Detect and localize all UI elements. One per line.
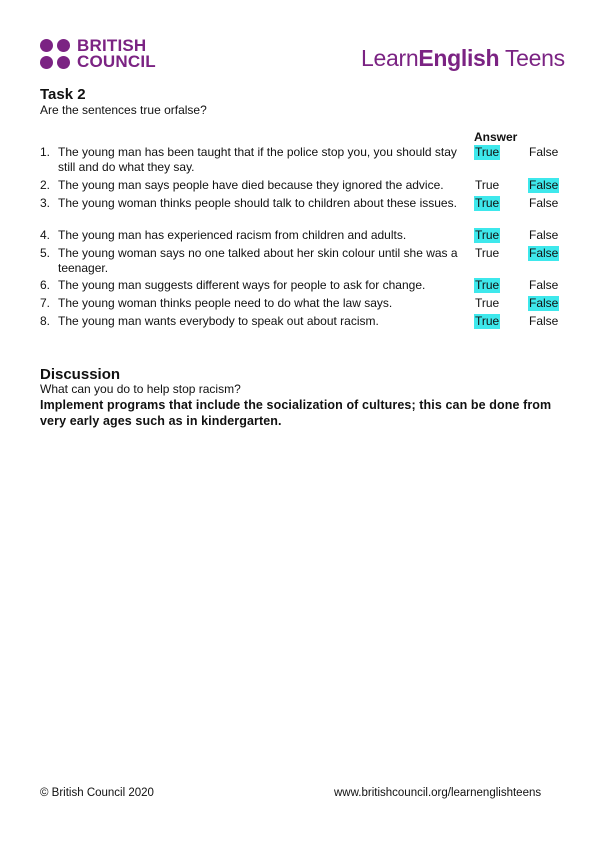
question-number: 2. bbox=[40, 178, 51, 192]
answer-false-option[interactable]: False bbox=[529, 314, 559, 328]
answer-true-option[interactable]: True bbox=[475, 314, 500, 328]
task-instructions: Are the sentences true orfalse? bbox=[40, 103, 207, 117]
answer-true-option[interactable]: True bbox=[475, 246, 500, 260]
question-row bbox=[40, 228, 570, 243]
discussion-answer: Implement programs that include the socialization of cultures; this can be done from very early ages such as in kindergarten. bbox=[40, 398, 552, 428]
logo-dot bbox=[57, 56, 70, 69]
question-number: 5. bbox=[40, 246, 51, 260]
british-council-dots-icon bbox=[40, 39, 70, 69]
footer-url[interactable]: www.britishcouncil.org/learnenglishteens bbox=[334, 787, 542, 799]
question-text: The young man suggests different ways for people to ask for change. bbox=[58, 278, 426, 292]
learnenglish-teens-logo bbox=[361, 44, 565, 72]
question-row bbox=[40, 246, 570, 276]
logo-dot bbox=[40, 56, 53, 69]
question-row bbox=[40, 296, 570, 311]
british-council-logo bbox=[40, 34, 156, 74]
question-number: 3. bbox=[40, 196, 51, 210]
question-text: The young man wants everybody to speak out about racism. bbox=[58, 314, 379, 328]
question-number: 1. bbox=[40, 145, 51, 159]
answer-false-option[interactable]: False bbox=[529, 228, 559, 242]
discussion-title: Discussion bbox=[40, 366, 121, 383]
answer-true-option[interactable]: True bbox=[475, 278, 500, 292]
logo-learn: Learn bbox=[361, 45, 419, 71]
answer-true-option[interactable]: True bbox=[475, 178, 500, 192]
question-row bbox=[40, 196, 570, 211]
question-text: The young man says people have died because they ignored the advice. bbox=[58, 178, 444, 192]
question-row bbox=[40, 178, 570, 193]
task-title: Task 2 bbox=[40, 86, 86, 103]
footer-copyright: © British Council 2020 bbox=[40, 787, 154, 799]
logo-english: English bbox=[418, 45, 500, 71]
question-row bbox=[40, 314, 570, 329]
answer-false-option[interactable]: False bbox=[529, 178, 559, 192]
question-number: 8. bbox=[40, 314, 51, 328]
logo-dot bbox=[57, 39, 70, 52]
question-text: The young woman thinks people need to do what the law says. bbox=[58, 296, 393, 310]
wordmark-line-1: BRITISH bbox=[77, 36, 147, 55]
answer-true-option[interactable]: True bbox=[475, 228, 500, 242]
british-council-wordmark bbox=[77, 38, 156, 70]
wordmark-line-2: COUNCIL bbox=[77, 52, 156, 71]
question-number: 6. bbox=[40, 278, 51, 292]
logo-teens: Teens bbox=[499, 45, 565, 71]
answer-true-option[interactable]: True bbox=[475, 296, 500, 310]
question-number: 4. bbox=[40, 228, 51, 242]
logo-dot bbox=[40, 39, 53, 52]
question-text: The young man has been taught that if the police stop you, you should stay still and do what they say. bbox=[58, 145, 457, 174]
answer-false-option[interactable]: False bbox=[529, 145, 559, 159]
answer-true-option[interactable]: True bbox=[475, 145, 500, 159]
answer-true-option[interactable]: True bbox=[475, 196, 500, 210]
question-text: The young man has experienced racism from children and adults. bbox=[58, 228, 407, 242]
question-text: The young woman thinks people should talk to children about these issues. bbox=[58, 196, 457, 210]
discussion-prompt: What can you do to help stop racism? bbox=[40, 382, 241, 396]
answer-false-option[interactable]: False bbox=[529, 296, 559, 310]
answer-false-option[interactable]: False bbox=[529, 246, 559, 260]
question-row bbox=[40, 278, 570, 293]
question-number: 7. bbox=[40, 296, 51, 310]
answer-column-header: Answer bbox=[474, 130, 518, 144]
question-row bbox=[40, 145, 570, 175]
answer-false-option[interactable]: False bbox=[529, 278, 559, 292]
answer-false-option[interactable]: False bbox=[529, 196, 559, 210]
question-text: The young woman says no one talked about her skin colour until she was a teenager. bbox=[58, 246, 458, 275]
